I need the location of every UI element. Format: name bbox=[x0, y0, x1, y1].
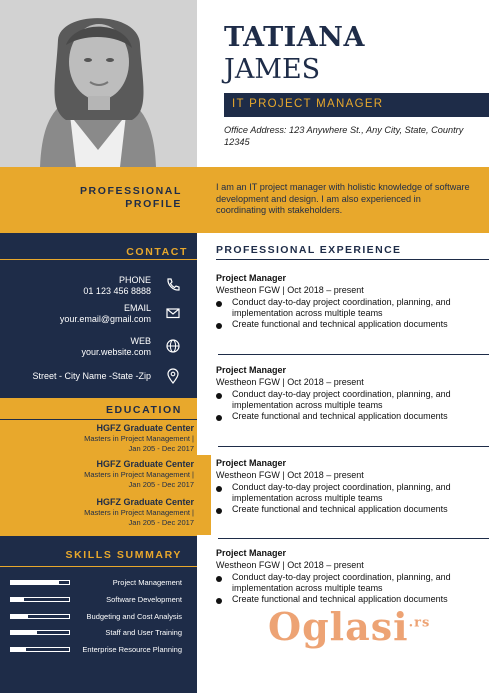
web-value: your.website.com bbox=[81, 347, 151, 357]
email-label: EMAIL bbox=[123, 303, 151, 313]
skill-row bbox=[10, 628, 182, 638]
watermark-suffix: .rs bbox=[408, 615, 431, 631]
first-name: TATIANA bbox=[224, 22, 365, 53]
job-title: IT PROJECT MANAGER bbox=[232, 98, 384, 110]
job-role: Project Manager bbox=[216, 548, 287, 558]
degree-dates: Jan 205 - Dec 2017 bbox=[128, 518, 194, 527]
phone-icon bbox=[165, 277, 181, 293]
job-entry bbox=[216, 364, 476, 422]
skill-row bbox=[10, 645, 182, 655]
skill-fill bbox=[11, 648, 26, 651]
skill-bar bbox=[10, 597, 70, 602]
skill-fill bbox=[11, 598, 24, 601]
job-divider bbox=[218, 538, 489, 539]
job-bullets bbox=[216, 389, 476, 422]
school-name: HGFZ Graduate Center bbox=[96, 423, 194, 433]
map-pin-icon bbox=[165, 368, 181, 384]
degree: Masters in Project Management | bbox=[84, 434, 194, 443]
job-bullet: Create functional and technical application documents bbox=[216, 411, 476, 422]
contact-web bbox=[81, 336, 151, 358]
contact-heading: CONTACT bbox=[126, 246, 188, 258]
globe-icon bbox=[165, 338, 181, 354]
skill-bar bbox=[10, 630, 70, 635]
education-heading: EDUCATION bbox=[105, 404, 182, 416]
oglasi-watermark bbox=[268, 604, 430, 649]
skill-label: Project Management bbox=[112, 578, 182, 587]
job-divider bbox=[218, 354, 489, 355]
contact-email bbox=[60, 303, 151, 325]
skill-label: Enterprise Resource Planning bbox=[82, 645, 182, 654]
office-address: Office Address: 123 Anywhere St., Any City, State, Country 12345 bbox=[224, 125, 464, 147]
skill-label: Software Development bbox=[106, 595, 182, 604]
profile-heading bbox=[80, 185, 182, 211]
job-bullet: Conduct day-to-day project coordination, planning, and implementation across multiple teams bbox=[216, 572, 476, 594]
skill-label: Budgeting and Cost Analysis bbox=[86, 612, 182, 621]
job-company: Westheon FGW | Oct 2018 – present bbox=[216, 285, 364, 295]
profile-heading-line2: PROFILE bbox=[125, 198, 182, 210]
experience-heading: PROFESSIONAL EXPERIENCE bbox=[216, 244, 402, 256]
contact-divider bbox=[0, 259, 197, 260]
job-bullet: Conduct day-to-day project coordination, planning, and implementation across multiple teams bbox=[216, 297, 476, 319]
job-role: Project Manager bbox=[216, 365, 287, 375]
job-company: Westheon FGW | Oct 2018 – present bbox=[216, 377, 364, 387]
email-value: your.email@gmail.com bbox=[59, 314, 151, 324]
job-role: Project Manager bbox=[216, 273, 287, 283]
last-name: JAMES bbox=[224, 54, 321, 85]
job-entry bbox=[216, 272, 476, 330]
job-entry bbox=[216, 457, 476, 515]
skill-fill bbox=[11, 581, 59, 584]
school-name: HGFZ Graduate Center bbox=[96, 459, 194, 469]
job-bullet: Create functional and technical application documents bbox=[216, 504, 476, 515]
degree: Masters in Project Management | bbox=[84, 508, 194, 517]
skill-row bbox=[10, 595, 182, 605]
contact-address: Street - City Name -State -Zip bbox=[32, 371, 151, 381]
job-bullet: Create functional and technical application documents bbox=[216, 594, 476, 605]
school-name: HGFZ Graduate Center bbox=[96, 497, 194, 507]
job-bullets bbox=[216, 482, 476, 515]
job-title-bar bbox=[224, 93, 489, 117]
skill-bar bbox=[10, 614, 70, 619]
education-item bbox=[84, 423, 194, 454]
job-bullet: Create functional and technical application documents bbox=[216, 319, 476, 330]
profile-heading-line1: PROFESSIONAL bbox=[79, 185, 182, 197]
job-bullets bbox=[216, 297, 476, 330]
phone-label: PHONE bbox=[118, 275, 151, 285]
profile-text: I am an IT project manager with holistic knowledge of software development and design. I am also experienced in coordinating with stakeholders. bbox=[216, 182, 470, 215]
skills-divider bbox=[0, 566, 197, 567]
degree-dates: Jan 205 - Dec 2017 bbox=[128, 480, 194, 489]
skill-row bbox=[10, 578, 182, 588]
job-divider bbox=[218, 446, 489, 447]
job-role: Project Manager bbox=[216, 458, 287, 468]
education-tab bbox=[197, 455, 211, 535]
job-bullet: Conduct day-to-day project coordination, planning, and implementation across multiple teams bbox=[216, 389, 476, 411]
job-company: Westheon FGW | Oct 2018 – present bbox=[216, 560, 364, 570]
job-bullet: Conduct day-to-day project coordination, planning, and implementation across multiple teams bbox=[216, 482, 476, 504]
contact-phone bbox=[83, 275, 151, 297]
profile-photo bbox=[0, 0, 197, 167]
phone-value: 01 123 456 8888 bbox=[83, 286, 151, 296]
skill-fill bbox=[11, 631, 37, 634]
skill-label: Staff and User Training bbox=[105, 628, 182, 637]
skill-fill bbox=[11, 615, 28, 618]
experience-divider bbox=[216, 259, 489, 260]
skill-row bbox=[10, 612, 182, 622]
education-item bbox=[84, 497, 194, 528]
education-item bbox=[84, 459, 194, 490]
job-company: Westheon FGW | Oct 2018 – present bbox=[216, 470, 364, 480]
skill-bar bbox=[10, 647, 70, 652]
job-entry bbox=[216, 547, 476, 605]
skills-heading: SKILLS SUMMARY bbox=[65, 549, 182, 561]
envelope-icon bbox=[165, 305, 181, 321]
education-divider bbox=[0, 419, 197, 420]
job-bullets bbox=[216, 572, 476, 605]
degree-dates: Jan 205 - Dec 2017 bbox=[128, 444, 194, 453]
skill-bar bbox=[10, 580, 70, 585]
watermark-main: Oglasi bbox=[268, 604, 409, 649]
web-label: WEB bbox=[130, 336, 151, 346]
degree: Masters in Project Management | bbox=[84, 470, 194, 479]
